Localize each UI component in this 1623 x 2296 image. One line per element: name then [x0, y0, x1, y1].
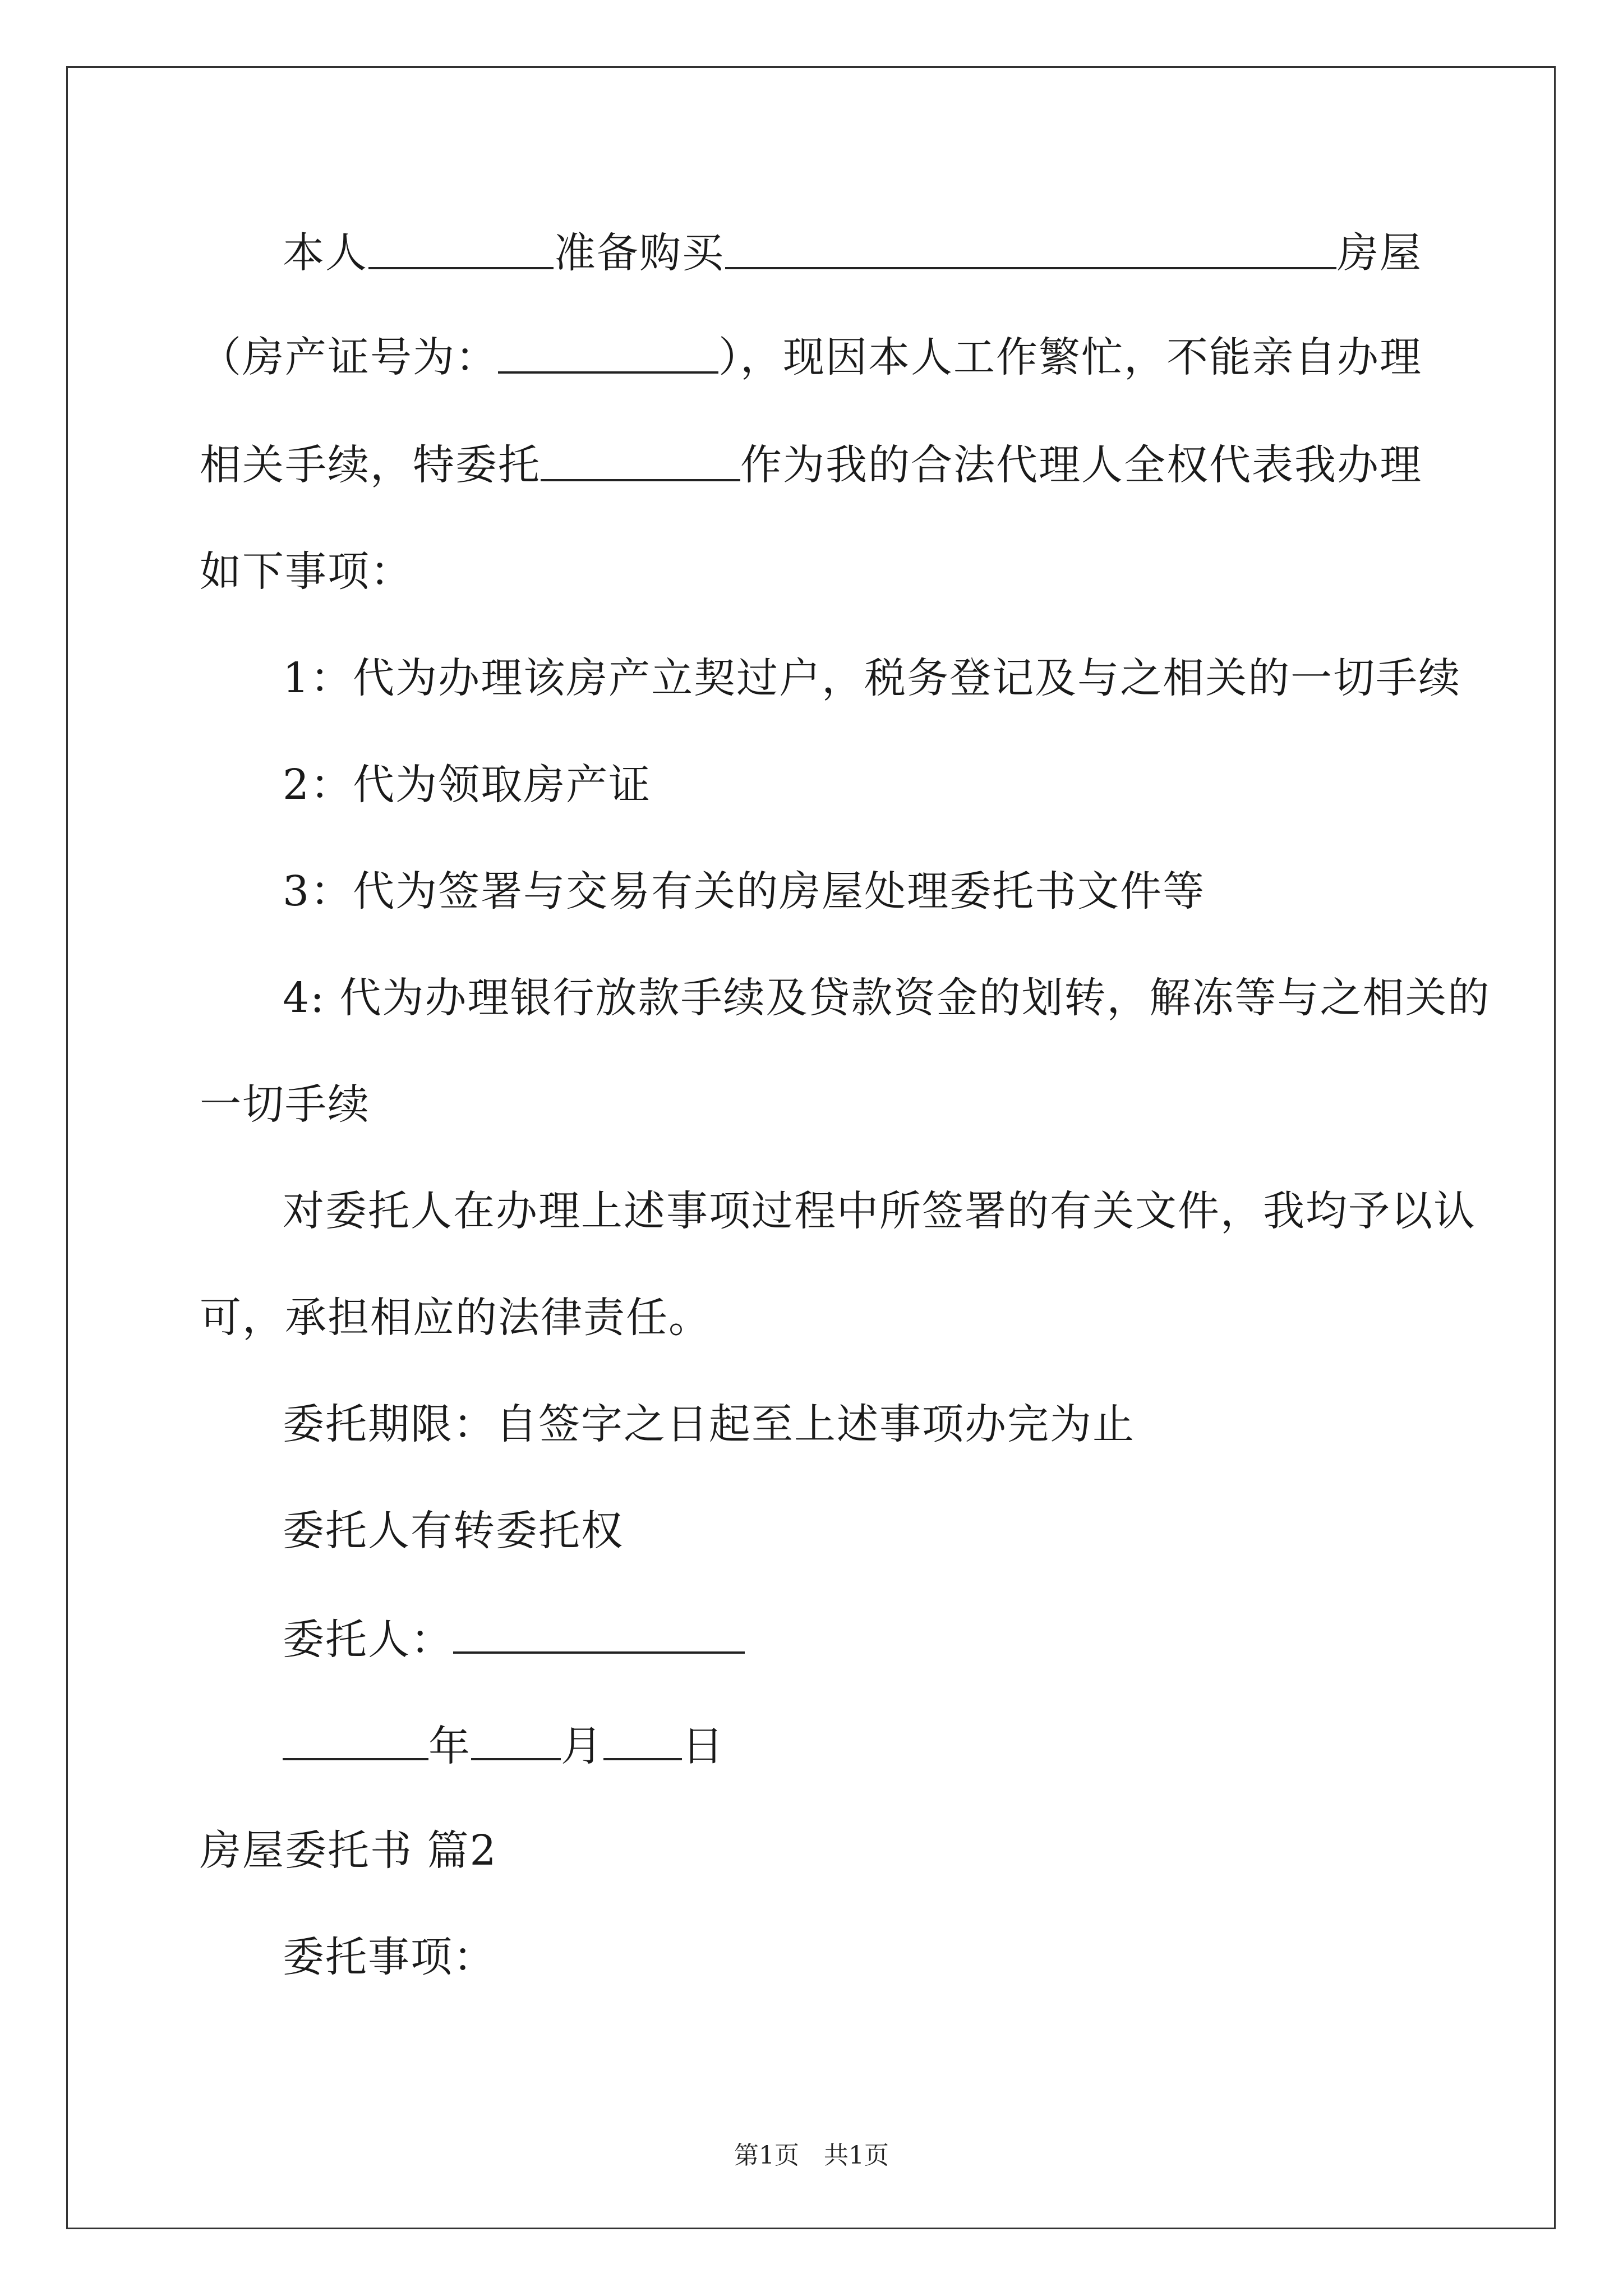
text-seg: 作为我的合法代理人全权代表我办理 [740, 441, 1422, 489]
agent-blank [541, 444, 740, 481]
section2-title: 房屋委托书 篇2 [200, 1826, 497, 1875]
para1-line2 [200, 333, 1422, 381]
day-blank [603, 1723, 682, 1760]
page-frame [66, 66, 1556, 2229]
section2-first: 委托事项： [283, 1933, 496, 1981]
day-label: 日 [682, 1722, 725, 1770]
para1-line3 [200, 441, 1422, 489]
text-seg: ），现因本人工作繁忙，不能亲自办理 [718, 333, 1422, 381]
para1-line1 [283, 229, 1422, 277]
year-label: 年 [428, 1722, 471, 1770]
text-seg: 房屋 [1337, 229, 1422, 277]
item-2: 2：代为领取房产证 [283, 761, 652, 809]
text-seg: 本人 [283, 229, 368, 277]
item-3: 3：代为签署与交易有关的房屋处理委托书文件等 [283, 867, 1206, 915]
principal-label: 委托人： [283, 1616, 453, 1664]
term: 委托期限：自签字之日起至上述事项办完为止 [283, 1400, 1135, 1448]
transfer-right: 委托人有转委托权 [283, 1507, 624, 1555]
text-seg: 准备购买 [554, 229, 725, 277]
text-seg: （房产证号为： [200, 333, 498, 381]
year-blank [283, 1723, 428, 1760]
principal-line [283, 1616, 745, 1664]
principal-blank [453, 1617, 745, 1654]
property-blank [725, 232, 1336, 269]
item-4-line1: 4: 代为办理银行放款手续及贷款资金的划转，解冻等与之相关的 [283, 974, 1491, 1022]
name-blank [368, 232, 554, 269]
para1-line4: 如下事项： [200, 547, 413, 596]
page-footer: 第1页 共1页 [734, 2141, 889, 2170]
month-blank [471, 1723, 561, 1760]
item-4-line2: 一切手续 [200, 1080, 370, 1129]
recognition-line2: 可，承担相应的法律责任。 [200, 1294, 711, 1342]
item-1: 1：代为办理该房产立契过户，税务登记及与之相关的一切手续 [283, 654, 1461, 702]
month-label: 月 [561, 1722, 603, 1770]
certificate-number-blank [498, 337, 718, 374]
date-line [283, 1722, 725, 1770]
recognition-line1: 对委托人在办理上述事项过程中所签署的有关文件，我均予以认 [283, 1187, 1476, 1235]
text-seg: 相关手续，特委托 [200, 441, 541, 489]
